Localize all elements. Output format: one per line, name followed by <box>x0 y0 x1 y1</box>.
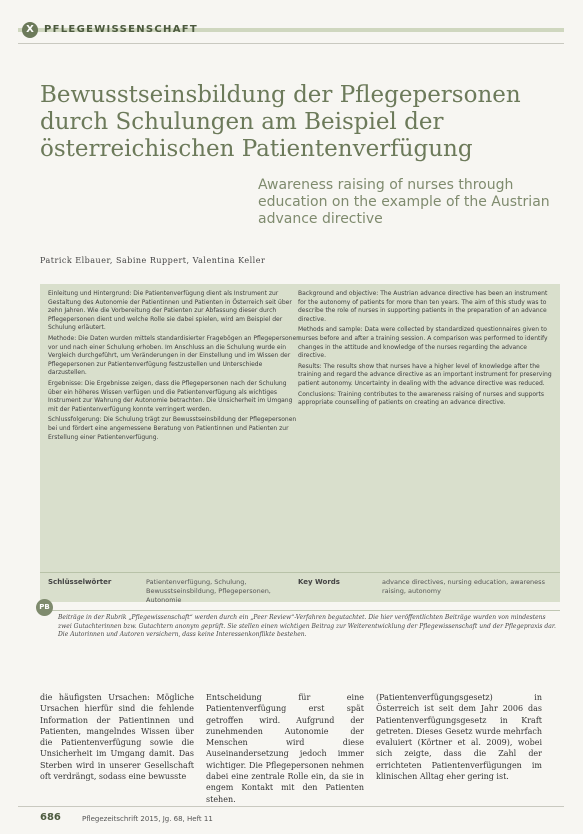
abstract-de-paragraph: Schlussfolgerung: Die Schulung trägt zur Bewusstseinsbildung der Pflegepersonen bei und fördert eine angemessene Beratung von Patientinnen und Patienten zur Erstellung einer Patientenverfügung. <box>48 416 297 441</box>
journal-citation: Pflegezeitschrift 2015, Jg. 68, Heft 11 <box>82 815 213 823</box>
keywords-de-label: Schlüsselwörter <box>48 578 112 586</box>
header-divider <box>18 43 564 44</box>
abstract-en-paragraph: Methods and sample: Data were collected by standardized questionnaires given to nurses before and after a training session. A comparison was performed to identify changes in the attitude and knowledge of the nurses regarding the advance directive. <box>298 326 548 360</box>
section-label: PFLEGEWISSENSCHAFT <box>44 24 199 35</box>
abstract-de-paragraph: Methode: Die Daten wurden mittels standardisierter Fragebögen an Pflegepersonen vor und nach einer Schulung erhoben. Im Anschluss an die Schulung wurde ein Vergleich durchgeführt, um Veränderungen in der Einstellung und im Wissen der Pflegepersonen zur Patientenverfügung festzustellen und Unterschiede darzustellen. <box>48 334 300 377</box>
keywords-en: advance directives, nursing education, awareness raising, autonomy <box>382 578 545 595</box>
abstract-english <box>298 290 552 410</box>
abstract-en-paragraph: Results: The results show that nurses have a higher level of knowledge after the training and regard the advance directive as an important instrument for preserving patient autonomy. Uncertainty in dealing with the advance directive was reduced. <box>298 362 552 387</box>
abstract-de-paragraph: Einleitung und Hintergrund: Die Patientenverfügung dient als Instrument zur Gestaltung des Autonomie der Patientinnen und Patienten in Österreich seit über zehn Jahren. Wie die Vorbereitung der Patienten zur Abfassung dieser durch Pflegepersonen dient und welche Rolle sie dabei spielen, wird am Beispiel der Schulung erläutert. <box>48 290 292 332</box>
keywords-divider <box>40 572 560 573</box>
footer-divider <box>18 806 564 807</box>
section-badge-icon: X <box>22 22 38 38</box>
page-number: 686 <box>40 812 61 823</box>
abstract-en-paragraph: Conclusions: Training contributes to the awareness raising of nurses and supports appropriate counselling of patients on creating an advance directive. <box>298 390 544 407</box>
body-column-3: (Patientenverfügungsgesetz) in Österreich ist seit dem Jahr 2006 das Patientenverfügungsgesetz in Kraft getreten. Dieses Gesetz wurde mehrfach evaluiert (Körtner et al. 2009), wobei sich zeigte, dass die Zahl der errichteten Patientenverfügungen im klinischen Alltag eher gering ist. <box>376 693 542 782</box>
abstract-german <box>48 290 300 444</box>
body-column-2: Entscheidung für eine Patientenverfügung erst spät getroffen wird. Aufgrund der zunehmenden Autonomie der Menschen wird diese Auseinandersetzung jedoch immer wichtiger. Die Pflegepersonen nehmen dabei eine zentrale Rolle ein, da sie in engem Kontakt mit den Patienten stehen. <box>206 693 364 804</box>
body-column-1: die häufigsten Ursachen: Mögliche Ursachen hierfür sind die fehlende Information der Patientinnen und Patienten, mangelndes Wissen über die Patientenverfügung sowie die Unsicherheit im Umgang damit. Das Sterben wird in unserer Gesellschaft oft verdrängt, sodass eine bewusste <box>40 693 194 782</box>
peer-review-note: Beiträge in der Rubrik „Pflegewissenschaft“ werden durch ein „Peer Review“-Verfahren begutachtet. Die hier veröffentlichten Beiträge wurden von mindestens zwei Gutachterinnen bzw. Gutachtern anonym geprüft. Sie stellen einen wichtigen Beitrag zur Weiterentwicklung der Pflegewissenschaft und der Pflegepraxis dar. Die Autorinnen und Autoren versichern, dass keine Interessenkonflikte bestehen. <box>58 614 556 638</box>
keywords-en-label: Key Words <box>298 578 340 586</box>
note-divider <box>40 610 560 611</box>
peer-review-icon: PB <box>36 599 53 616</box>
author-list: Patrick Elbauer, Sabine Ruppert, Valentina Keller <box>40 256 266 265</box>
abstract-en-paragraph: Background and objective: The Austrian advance directive has been an instrument for the autonomy of patients for more than ten years. The aim of this study was to describe the role of nurses in supporting patients in the preparation of an advance directive. <box>298 290 548 323</box>
keywords-de: Patientenverfügung, Schulung, Bewusstseinsbildung, Pflegepersonen, Autonomie <box>146 578 271 604</box>
article-subtitle: Awareness raising of nurses through education on the example of the Austrian advance directive <box>258 177 550 227</box>
abstract-de-paragraph: Ergebnisse: Die Ergebnisse zeigen, dass die Pflegepersonen nach der Schulung über ein höheres Wissen verfügen und die Patientenverfügung als wichtiges Instrument zur Wahrung der Autonomie betrachten. Die Unsicherheit im Umgang mit der Patientenverfügung konnte verringert werden. <box>48 379 293 413</box>
article-title: Bewusstseinsbildung der Pflegepersonen durch Schulungen am Beispiel der österreichischen Patientenverfügung <box>40 82 521 162</box>
